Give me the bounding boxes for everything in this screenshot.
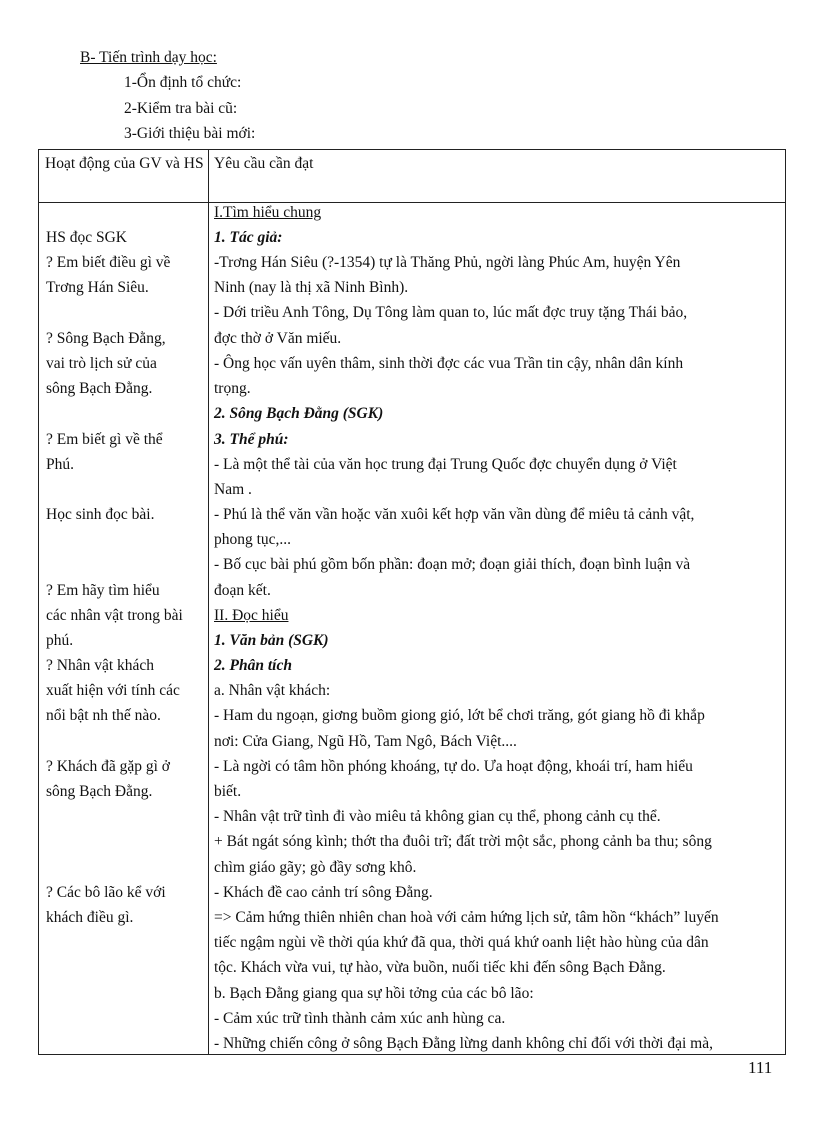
column-divider [208,150,209,1054]
plan-step-3: 3-Giới thiệu bài mới: [124,125,256,142]
content-line: - Những chiến công ở sông Bạch Đằng lừng danh không chỉ đối với thời đại mà, [214,1035,713,1052]
activity-line: vai trò lịch sử của [46,355,157,372]
content-line: - Ham du ngoạn, giơng buồm giong gió, lớt bể chơi trăng, gót giang hồ đi khắp [214,707,705,724]
content-line: biết. [214,783,242,800]
content-line: a. Nhân vật khách: [214,682,331,699]
activity-line: khách điều gì. [46,909,134,926]
plan-step-1: 1-Ổn định tổ chức: [124,74,242,91]
content-line: Ninh (nay là thị xã Ninh Bình). [214,279,409,296]
activity-line: ? Em biết gì về thể [46,431,163,448]
page-number: 111 [748,1058,773,1077]
activity-line: ? Nhân vật khách [46,657,155,674]
lesson-table [38,149,786,1055]
header-teacher-student-activity: Hoạt động của GV và HS [45,155,204,172]
content-line: - Bố cục bài phú gồm bốn phần: đoạn mở; đoạn giải thích, đoạn bình luận và [214,556,691,573]
section-title: I.Tìm hiểu chung [214,204,322,221]
activity-line: ? Em biết điều gì về [46,254,171,271]
content-line: nơi: Cửa Giang, Ngũ Hồ, Tam Ngô, Bách Việt.... [214,733,517,750]
content-line: -Trơng Hán Siêu (?-1354) tự là Thăng Phủ, ngời làng Phúc Am, huyện Yên [214,254,681,271]
activity-line: Phú. [46,456,74,473]
content-line: - Cảm xúc trữ tình thành cảm xúc anh hùng ca. [214,1010,506,1027]
content-line: + Bát ngát sóng kình; thớt tha đuôi trĩ; đất trời một sắc, phong cảnh ba thu; sông [214,833,712,850]
activity-line: ? Sông Bạch Đằng, [46,330,166,347]
subsection-title: 3. Thể phú: [214,431,289,448]
activity-line: ? Em hãy tìm hiểu [46,582,160,599]
activity-line: HS đọc SGK [46,229,127,246]
content-line: trọng. [214,380,251,397]
content-line: Nam . [214,481,252,498]
header-divider [39,202,785,203]
activity-line: nổi bật nh thế nào. [46,707,161,724]
activity-line: Trơng Hán Siêu. [46,279,149,296]
header-requirements: Yêu cầu cần đạt [214,155,314,172]
activity-line: các nhân vật trong bài [46,607,183,624]
activity-line: ? Các bô lão kể với [46,884,166,901]
activity-line: sông Bạch Đằng. [46,783,153,800]
content-line: - Dới triều Anh Tông, Dụ Tông làm quan to, lúc mất đợc truy tặng Thái bảo, [214,304,688,321]
content-line: tộc. Khách vừa vui, tự hào, vừa buồn, nuối tiếc khi đến sông Bạch Đằng. [214,959,666,976]
content-line: - Là một thể tài của văn học trung đại Trung Quốc đợc chuyển dụng ở Việt [214,456,677,473]
content-line: - Nhân vật trữ tình đi vào miêu tả không gian cụ thể, phong cảnh cụ thể. [214,808,661,825]
plan-step-2: 2-Kiểm tra bài cũ: [124,100,238,117]
content-line: - Khách đề cao cảnh trí sông Đằng. [214,884,433,901]
subsection-title: 1. Văn bản (SGK) [214,632,329,649]
section-title: II. Đọc hiểu [214,607,289,624]
activity-line: xuất hiện với tính các [46,682,180,699]
activity-line: ? Khách đã gặp gì ở [46,758,170,775]
content-line: - Là ngời có tâm hồn phóng khoáng, tự do. Ưa hoạt động, khoái trí, ham hiểu [214,758,693,775]
content-line: đoạn kết. [214,582,271,599]
subsection-title: 2. Sông Bạch Đằng (SGK) [214,405,384,422]
content-line: b. Bạch Đằng giang qua sự hồi tởng của các bô lão: [214,985,534,1002]
content-line: tiếc ngậm ngùi về thời qúa khứ đã qua, thời quá khứ oanh liệt hào hùng của dân [214,934,709,951]
activity-line: sông Bạch Đằng. [46,380,153,397]
section-heading: B- Tiến trình dạy học: [80,49,217,66]
activity-line: phú. [46,632,74,649]
content-line: phong tục,... [214,531,292,548]
content-line: đợc thờ ở Văn miếu. [214,330,342,347]
content-line: => Cảm hứng thiên nhiên chan hoà với cảm hứng lịch sử, tâm hồn “khách” luyến [214,909,719,926]
content-line: - Phú là thể văn vần hoặc văn xuôi kết hợp văn vần dùng để miêu tả cảnh vật, [214,506,695,523]
subsection-title: 2. Phân tích [214,657,292,674]
content-line: - Ông học vấn uyên thâm, sinh thời đợc các vua Trần tin cậy, nhân dân kính [214,355,684,372]
activity-line: Học sinh đọc bài. [46,506,155,523]
content-line: chìm giáo gãy; gò đầy sơng khô. [214,859,417,876]
subsection-title: 1. Tác giả: [214,229,283,246]
